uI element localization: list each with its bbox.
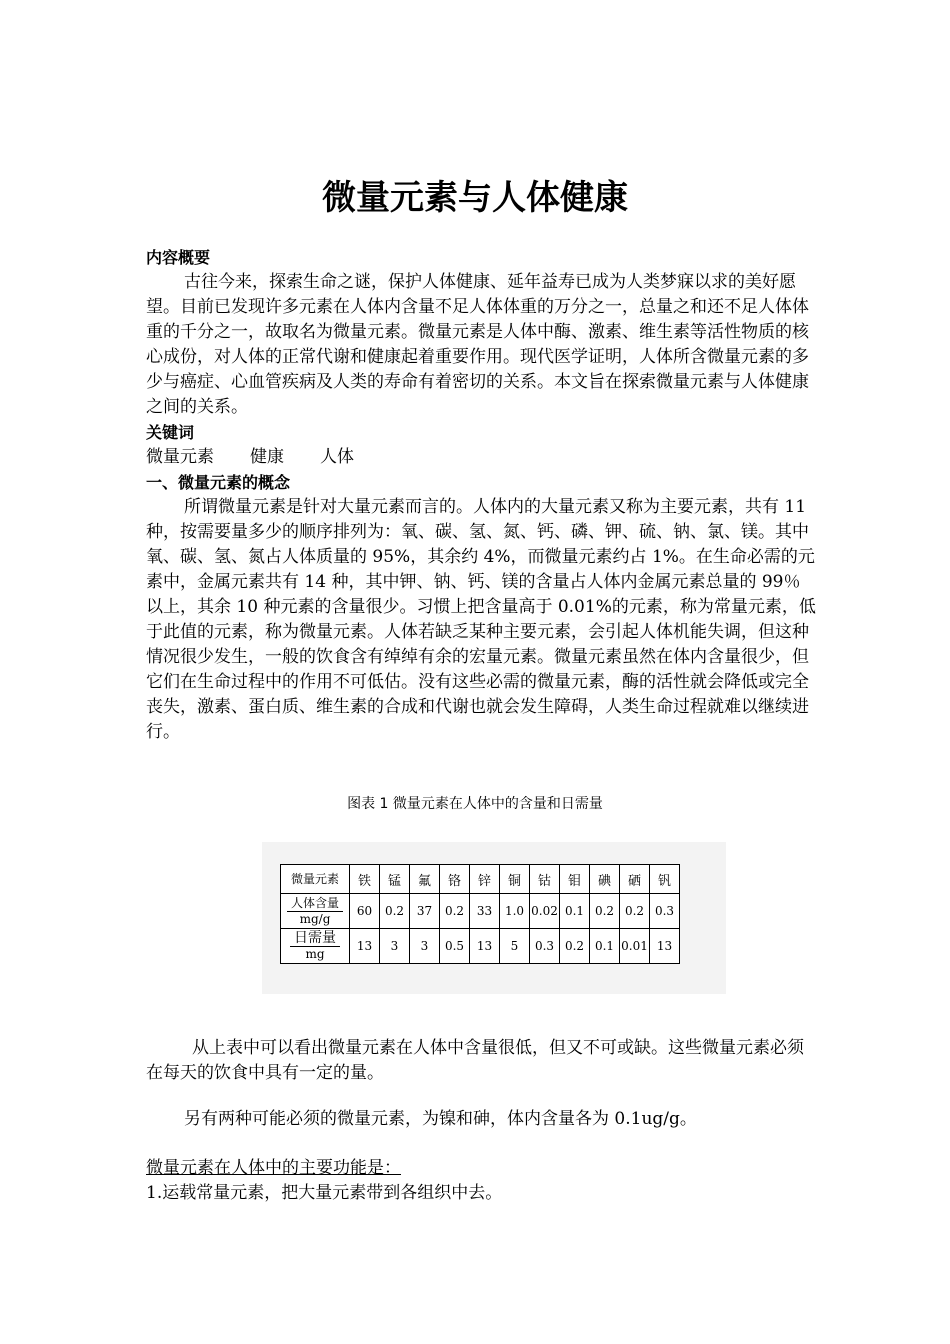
table-cell: 0.3	[530, 929, 560, 964]
element-header: 碘	[590, 865, 620, 894]
summary-heading: 内容概要	[146, 248, 211, 267]
table-cell: 3	[380, 929, 410, 964]
table-header-row	[281, 865, 680, 894]
table-cell: 60	[350, 894, 380, 929]
table-cell: 13	[650, 929, 680, 964]
element-header: 锰	[380, 865, 410, 894]
trace-element-table	[280, 864, 680, 964]
keyword-item: 健康	[250, 447, 284, 467]
element-header: 铬	[440, 865, 470, 894]
table-row-content	[281, 894, 680, 929]
keywords-heading: 关键词	[146, 423, 195, 442]
table-cell: 0.02	[530, 894, 560, 929]
element-header: 铜	[500, 865, 530, 894]
element-header: 铁	[350, 865, 380, 894]
keywords-list	[146, 445, 816, 470]
table-cell: 5	[500, 929, 530, 964]
after-table-paragraph-1: 从上表中可以看出微量元素在人体中含量很低，但又不可或缺。这些微量元素必须在每天的饮食中具有一定的量。	[146, 1038, 804, 1083]
document-title: 微量元素与人体健康	[322, 178, 628, 218]
table-cell: 0.2	[560, 929, 590, 964]
table-cell: 0.1	[590, 929, 620, 964]
figure-caption: 图表 1 微量元素在人体中的含量和日需量	[347, 796, 603, 812]
table-cell: 0.5	[440, 929, 470, 964]
table-cell: 0.3	[650, 894, 680, 929]
summary-paragraph: 古往今来，探索生命之谜，保护人体健康、延年益寿已成为人类梦寐以求的美好愿望。目前已发现许多元素在人体内含量不足人体体重的万分之一，总量之和还不足人体体重的千分之一，故取名为微量元素。微量元素是人体中酶、激素、维生素等活性物质的核心成份，对人体的正常代谢和健康起着重要作用。现代医学证明，人体所含微量元素的多少与癌症、心血管疾病及人类的寿命有着密切的关系。本文旨在探索微量元素与人体健康之间的关系。	[146, 272, 809, 417]
element-header: 锌	[470, 865, 500, 894]
table-cell: 0.1	[560, 894, 590, 929]
keyword-item: 微量元素	[146, 447, 214, 467]
functions-section	[146, 1156, 816, 1206]
element-header: 钴	[530, 865, 560, 894]
figure-table-image	[262, 842, 726, 994]
functions-heading: 微量元素在人体中的主要功能是：	[146, 1158, 401, 1178]
element-header: 硒	[620, 865, 650, 894]
table-cell: 0.2	[440, 894, 470, 929]
table-cell: 3	[410, 929, 440, 964]
table-cell: 13	[350, 929, 380, 964]
table-cell: 0.2	[380, 894, 410, 929]
element-header: 钼	[560, 865, 590, 894]
table-header-label: 微量元素	[281, 865, 350, 894]
table-cell: 13	[470, 929, 500, 964]
element-header: 氟	[410, 865, 440, 894]
row-label-daily: $\frac{\text{日需量}}{mg}$	[281, 929, 350, 964]
concept-section	[146, 470, 816, 745]
summary-section	[146, 245, 816, 420]
keyword-item: 人体	[320, 447, 354, 467]
concept-heading: 一、微量元素的概念	[146, 473, 291, 492]
table-cell: 0.2	[590, 894, 620, 929]
table-cell: 33	[470, 894, 500, 929]
table-cell: 0.2	[620, 894, 650, 929]
keywords-section	[146, 420, 816, 470]
concept-paragraph: 所谓微量元素是针对大量元素而言的。人体内的大量元素又称为主要元素，共有 11 种，按需要量多少的顺序排列为：氧、碳、氢、氮、钙、磷、钾、硫、钠、氯、镁。其中氧、碳、氢、氮占人体质量的 95%，其余约 4%，而微量元素约占 1%。在生命必需的元素中，金属元素共有 14 种，其中钾、钠、钙、镁的含量占人体内金属元素总量的 99％以上，其余 10 种元素的含量很少。习惯上把含量高于 0.01%的元素，称为常量元素，低于此值的元素，称为微量元素。人体若缺乏某种主要元素，会引起人体机能失调，但这种情况很少发生，一般的饮食含有绰绰有余的宏量元素。微量元素虽然在体内含量很少，但它们在生命过程中的作用不可低估。没有这些必需的微量元素，酶的活性就会降低或完全丧失，激素、蛋白质、维生素的合成和代谢也就会发生障碍，人类生命过程就难以继续进行。	[146, 497, 816, 742]
row-label-content: $\frac{\text{人体含量}}{mg/g}$	[281, 894, 350, 929]
table-cell: 0.01	[620, 929, 650, 964]
table-cell: 37	[410, 894, 440, 929]
after-table-paragraph-2: 另有两种可能必须的微量元素，为镍和砷，体内含量各为 0.1ug/g。	[184, 1109, 697, 1129]
table-cell: 1.0	[500, 894, 530, 929]
function-item-1: 1.运载常量元素，把大量元素带到各组织中去。	[146, 1183, 503, 1203]
element-header: 钒	[650, 865, 680, 894]
table-row-daily	[281, 929, 680, 964]
